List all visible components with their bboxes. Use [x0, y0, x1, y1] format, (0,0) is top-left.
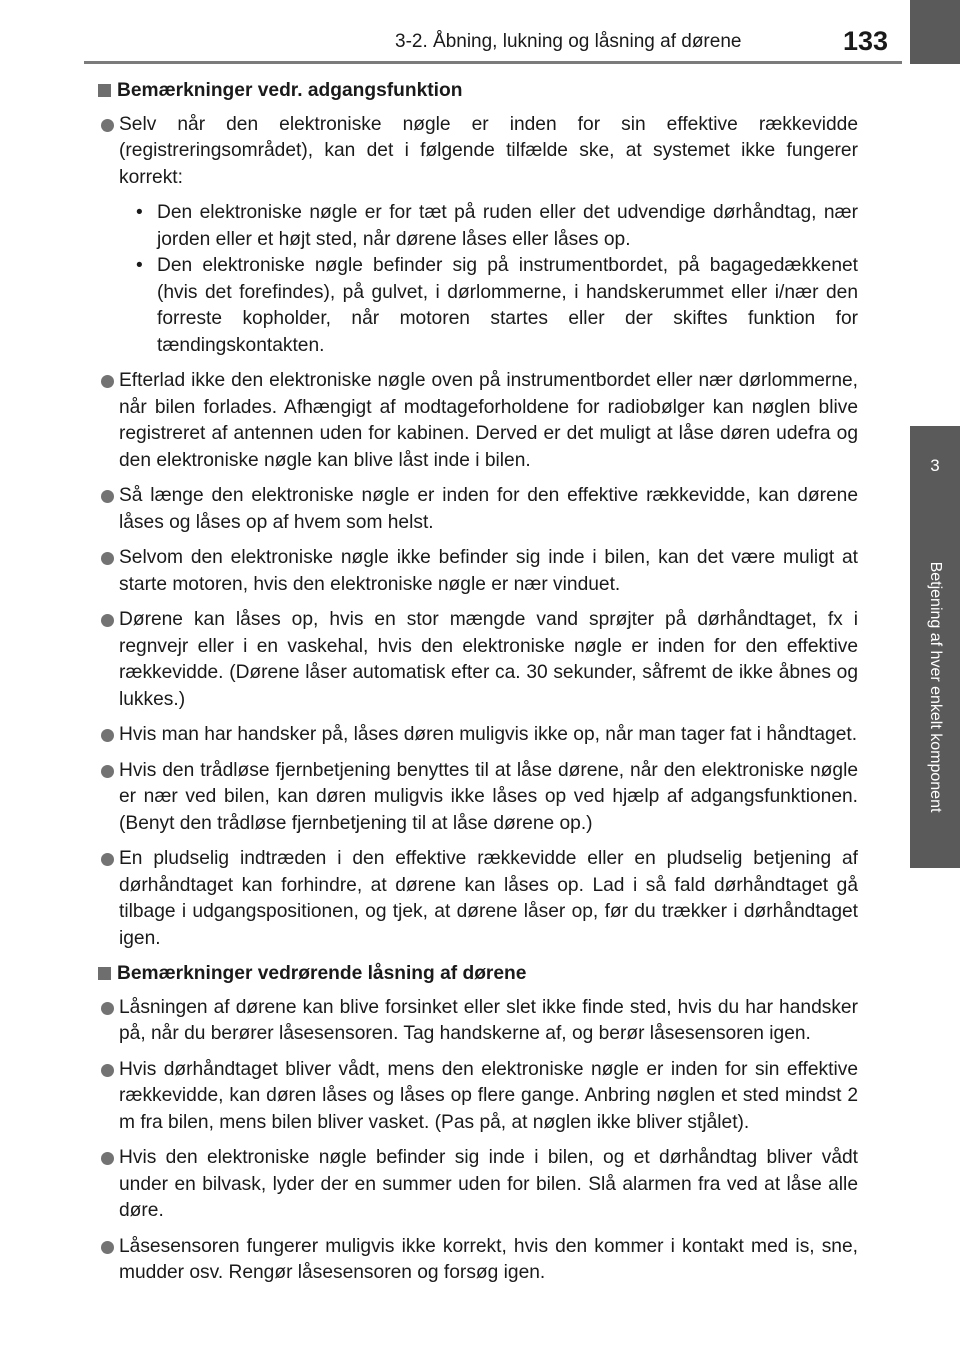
list-item: [98, 1145, 858, 1225]
round-bullet-icon: [101, 729, 114, 742]
list-item-text: Selv når den elektroniske nøgle er inden for sin effektive rækkevidde (registreringsområdet), kan det i følgende tilfælde ske, at systemet ikke fungerer korrekt:: [119, 113, 858, 188]
header-rule: [84, 61, 902, 64]
round-bullet-icon: [101, 1152, 114, 1165]
list-item: [98, 995, 858, 1048]
list-item: [98, 483, 858, 536]
round-bullet-icon: [101, 614, 114, 627]
list-item-text: Efterlad ikke den elektroniske nøgle oven på instrumentbordet eller nær dørlommerne, når bilen forlades. Afhængigt af modtageforholdene for radiobølger kan nøglen blive registreret af antennen uden for kabinen. Derved er det muligt at låse døren udefra og den elektroniske nøgle kan blive låst inde i bilen.: [119, 370, 858, 471]
list-item: [98, 368, 858, 474]
round-bullet-icon: [101, 1064, 114, 1077]
chapter-number: 3: [910, 426, 960, 506]
round-bullet-icon: [101, 853, 114, 866]
list-item-text: Låsesensoren fungerer muligvis ikke korrekt, hvis den kommer i kontakt med is, sne, mudder osv. Rengør låsesensoren og forsøg igen.: [119, 1235, 858, 1283]
sub-list-item: [119, 253, 858, 359]
list-item: [98, 1057, 858, 1137]
section-door-locking: [98, 961, 858, 1287]
list-item-text: Hvis den trådløse fjernbetjening benyttes til at låse dørene, når den elektroniske nøgle er nær ved bilen, kan døren muligvis ikke låses op ved hjælp af adgangsfunktionen. (Benyt den trådløse fjernbetjening til at låse dørene op.): [119, 759, 858, 834]
header-title: 3-2. Åbning, lukning og låsning af dørene: [395, 31, 742, 52]
list-item: [98, 545, 858, 598]
sub-list-item-text: Den elektroniske nøgle befinder sig på instrumentbordet, på bagagedækkenet (hvis det forefindes), på gulvet, i dørlommerne, i handskerummet eller i/nær den forreste kopholder, når motoren startes eller der skiftes funktion for tændingskontakten.: [157, 255, 858, 356]
section-heading-text: Bemærkninger vedr. adgangsfunktion: [117, 80, 463, 101]
section-heading-text: Bemærkninger vedrørende låsning af dørene: [117, 963, 527, 984]
round-bullet-icon: [101, 1002, 114, 1015]
page-number: 133: [843, 26, 889, 56]
sub-list-item: [119, 200, 858, 253]
round-bullet-icon: [101, 375, 114, 388]
round-bullet-icon: [101, 490, 114, 503]
list-item-text: Hvis man har handsker på, låses døren muligvis ikke op, når man tager fat i håndtaget.: [119, 724, 858, 745]
round-bullet-icon: [101, 1241, 114, 1254]
sub-list: [119, 200, 858, 359]
round-bullet-icon: [101, 552, 114, 565]
list-item-text: Selvom den elektroniske nøgle ikke befinder sig inde i bilen, kan det være muligt at starte motoren, hvis den elektroniske nøgle er nær vinduet.: [119, 547, 858, 595]
list-item: [98, 846, 858, 952]
sub-list-item-text: Den elektroniske nøgle er for tæt på ruden eller det udvendige dørhåndtag, nær jorden eller et højt sted, når dørene låses eller låses op.: [157, 202, 858, 250]
section-heading: [98, 961, 858, 988]
sub-bullet-marker: •: [136, 202, 143, 223]
list-item-text: Hvis den elektroniske nøgle befinder sig inde i bilen, og et dørhåndtag bliver vådt under en bilvask, lyder der en summer uden for bilen. Slå alarmen fra ved at låse alle døre.: [119, 1147, 858, 1221]
square-bullet-icon: [98, 967, 111, 980]
list-item: [98, 722, 858, 749]
section-heading: [98, 78, 858, 105]
list-item-text: Låsningen af dørene kan blive forsinket eller slet ikke finde sted, hvis du har handsker på, når du berører låsesensoren. Tag handskerne af, og berør låsesensoren igen.: [119, 996, 858, 1044]
square-bullet-icon: [98, 84, 111, 97]
list-item: [98, 1234, 858, 1287]
page-content: [98, 78, 858, 1296]
round-bullet-icon: [101, 765, 114, 778]
list-item-text: Hvis dørhåndtaget bliver vådt, mens den elektroniske nøgle er inden for sin effektive rækkevidde, kan døren låses og låses op flere gange. Anbring nøglen et sted mindst 2 m fra bilen, mens bilen bliver vasket. (Pas på, at nøglen ikke bliver stjålet).: [119, 1058, 858, 1133]
chapter-title: Betjening af hver enkelt komponent: [927, 561, 944, 813]
sub-bullet-marker: •: [136, 255, 143, 276]
list-item: [98, 112, 858, 360]
section-access-function: [98, 78, 858, 952]
list-item: [98, 758, 858, 838]
list-item-text: Dørene kan låses op, hvis en stor mængde vand sprøjter på dørhåndtaget, fx i regnvejr eller i en vaskehal, hvis den elektroniske nøgle er inden for den effektive rækkevidde. (Dørene låser automatisk efter ca. 30 sekunder, såfremt de ikke åbnes og lukkes.): [119, 609, 858, 710]
corner-tab: [910, 0, 960, 64]
list-item: [98, 607, 858, 713]
round-bullet-icon: [101, 119, 114, 132]
list-item-text: Så længe den elektroniske nøgle er inden for den effektive rækkevidde, kan dørene låses og låses op af hvem som helst.: [119, 485, 858, 533]
list-item-text: En pludselig indtræden i den effektive rækkevidde eller en pludselig betjening af dørhåndtaget kan forhindre, at dørene kan låses op. Lad i så fald dørhåndtaget gå tilbage i udgangspositionen, og tjek, at dørene låser op, før du trækker i dørhåndtaget igen.: [119, 848, 858, 949]
